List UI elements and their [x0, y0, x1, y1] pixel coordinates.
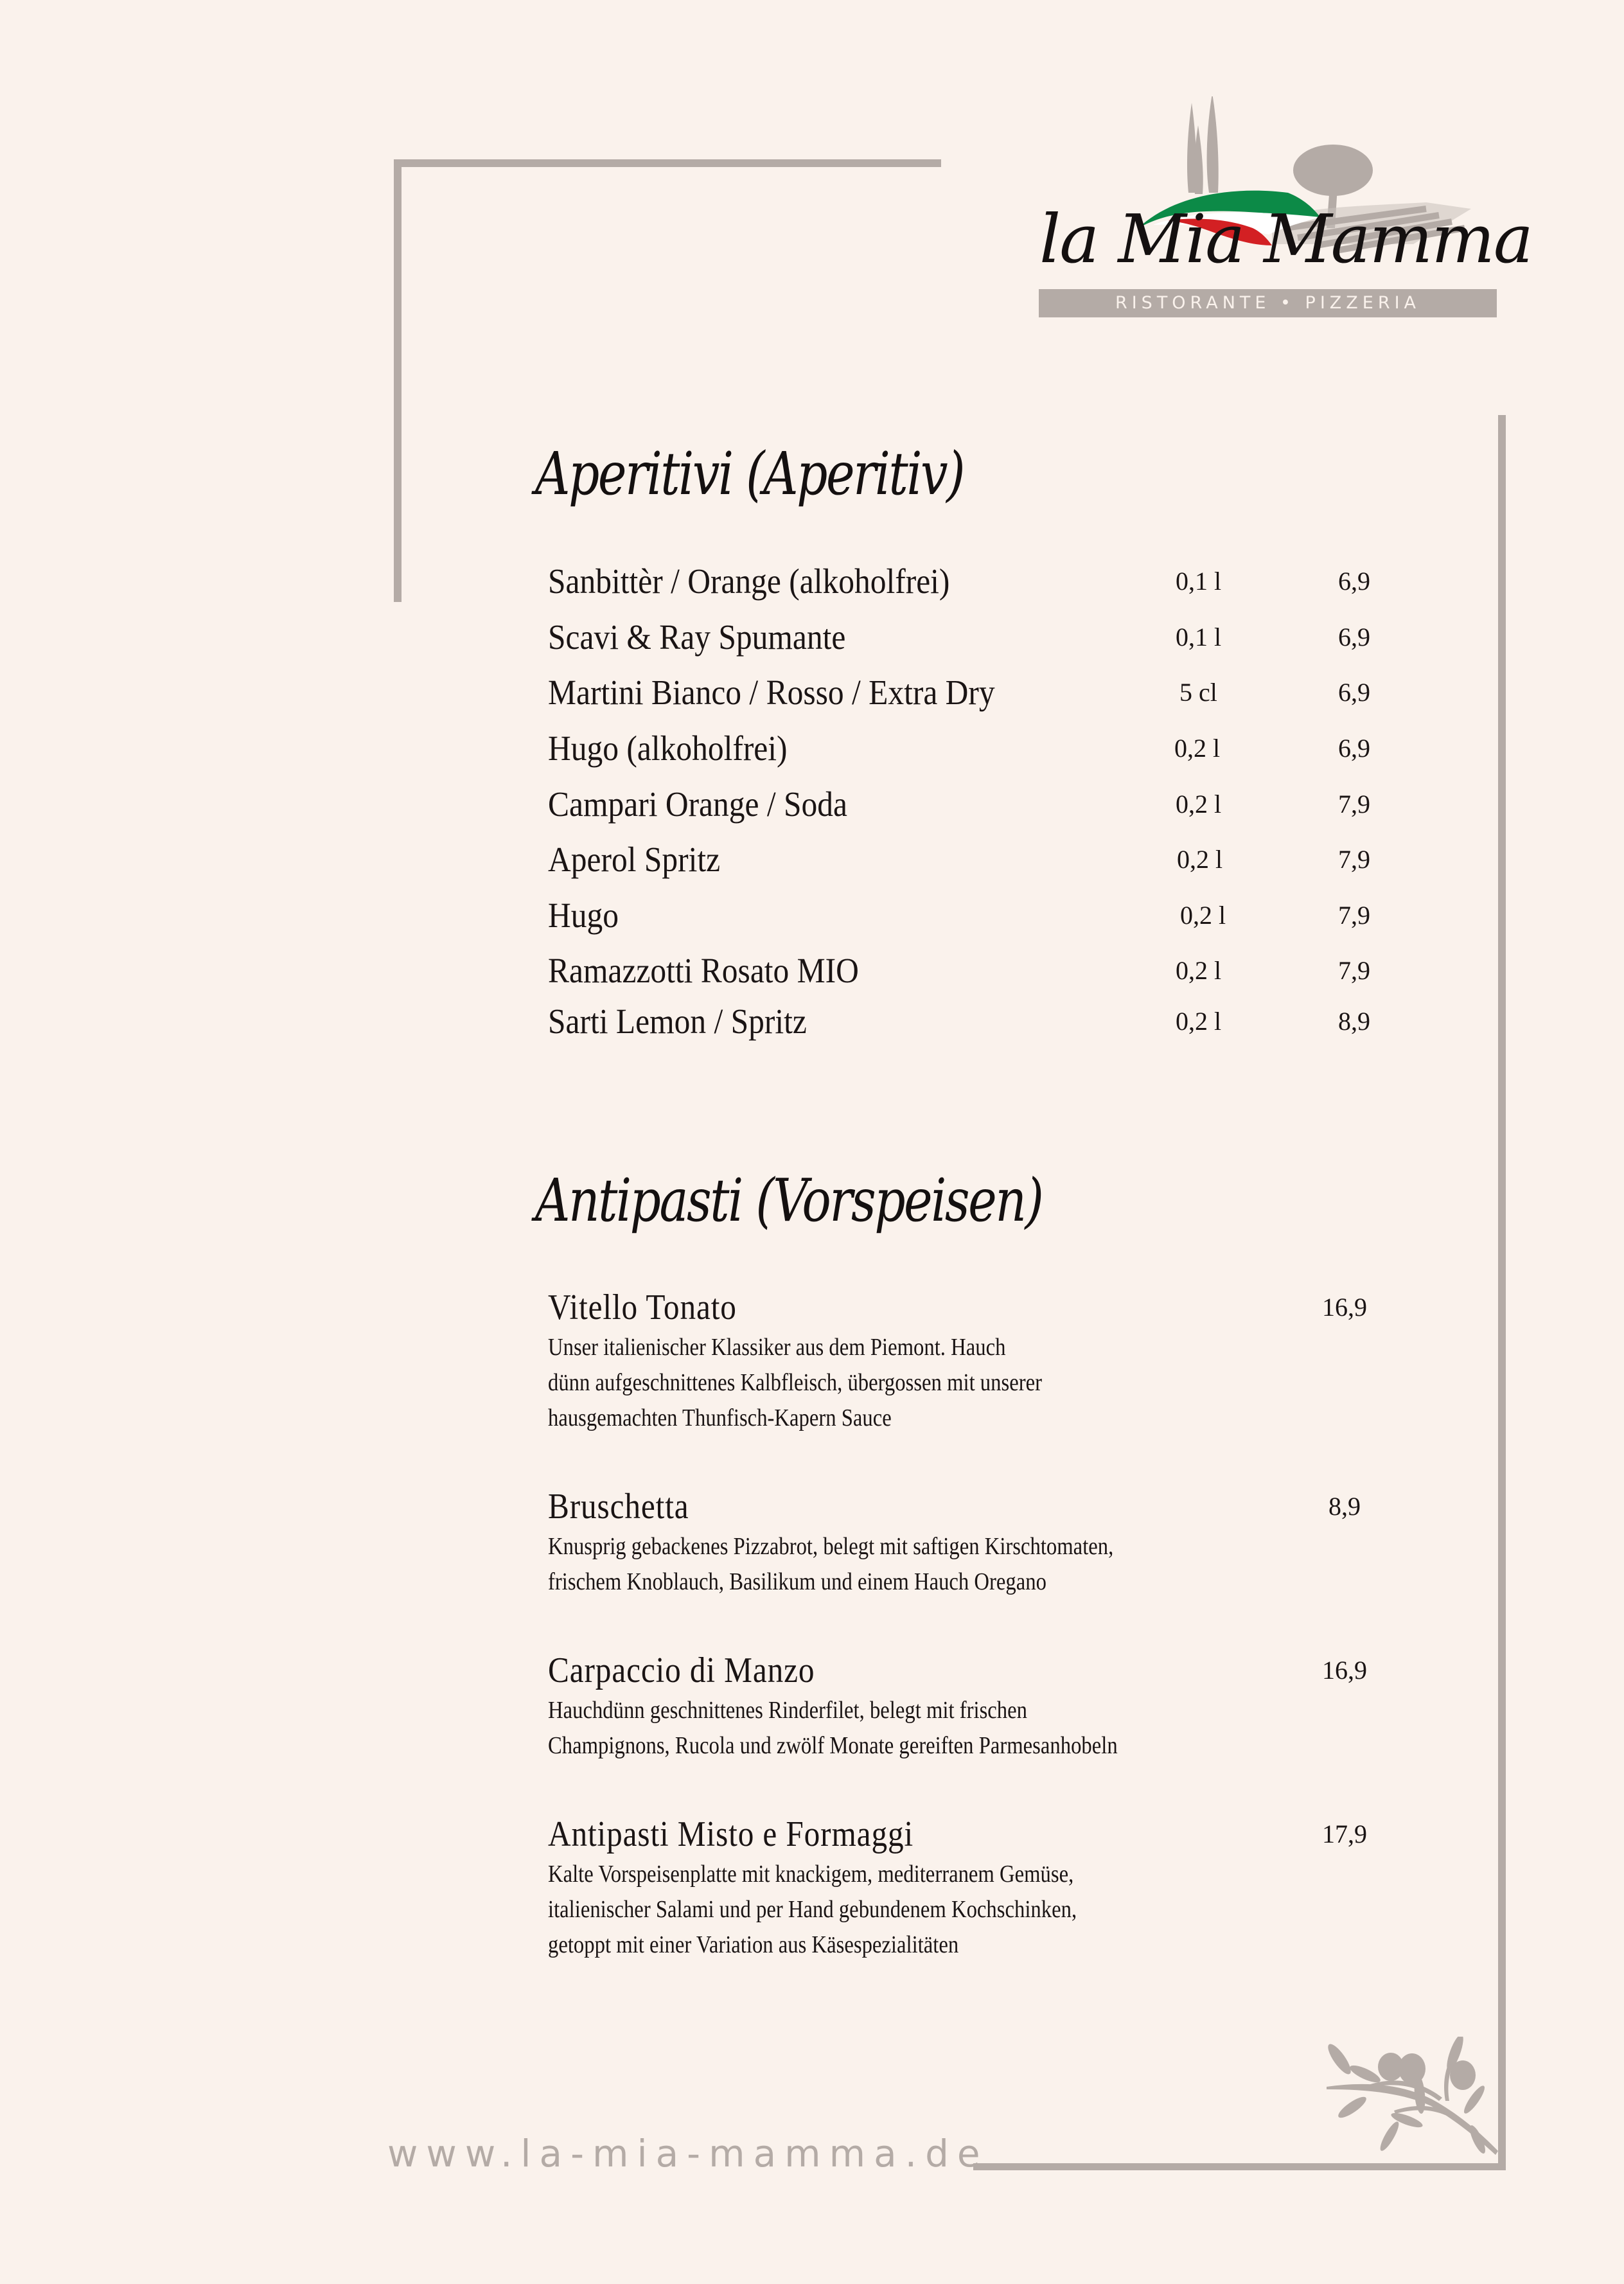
dish-description: Hauchdünn geschnittenes Rinderfilet, belegt mit frischen Champignons, Rucola und zwölf Monate gereiften Parmesanhobeln [548, 1697, 1118, 1759]
item-volume: 5 cl [1179, 678, 1217, 707]
menu-item-row [548, 615, 1370, 660]
restaurant-logo [1028, 96, 1532, 328]
dish-name: Carpaccio di Manzo [548, 1651, 815, 1690]
dish-item [548, 1484, 1367, 1600]
item-price: 6,9 [1338, 567, 1370, 596]
dish-name: Vitello Tonato [548, 1288, 737, 1327]
item-volume: 0,1 l [1176, 567, 1222, 596]
dish-item [548, 1812, 1367, 1963]
item-volume: 0,2 l [1176, 790, 1222, 819]
menu-item-row [548, 948, 1370, 993]
item-name: Sarti Lemon / Spritz [548, 1002, 807, 1041]
dish-item [548, 1285, 1367, 1436]
item-volume: 0,2 l [1176, 956, 1222, 985]
item-volume: 0,2 l [1174, 734, 1221, 763]
item-price: 8,9 [1338, 1007, 1370, 1036]
dish-price: 16,9 [1322, 1293, 1367, 1322]
olive-branch-icon [1323, 2037, 1503, 2165]
item-name: Campari Orange / Soda [548, 784, 848, 824]
menu-item-row [548, 670, 1370, 715]
antipasti-heading: Antipasti (Vorspeisen) [535, 1166, 1043, 1235]
item-price: 6,9 [1338, 734, 1370, 763]
menu-item-row [548, 893, 1370, 938]
item-volume: 0,2 l [1176, 1007, 1222, 1036]
aperitivi-heading: Aperitivi (Aperitiv) [535, 439, 964, 508]
menu-item-row [548, 726, 1370, 771]
item-name: Ramazzotti Rosato MIO [548, 951, 859, 990]
item-volume: 0,1 l [1176, 623, 1222, 651]
dish-name: Antipasti Misto e Formaggi [548, 1814, 914, 1854]
dish-description: Knusprig gebackenes Pizzabrot, belegt mit saftigen Kirschtomaten, frischem Knoblauch, Basilikum und einem Hauch Oregano [548, 1533, 1114, 1595]
item-name: Sanbittèr / Orange (alkoholfrei) [548, 562, 950, 601]
dish-price: 17,9 [1322, 1819, 1367, 1848]
dish-item [548, 1648, 1367, 1764]
dish-description: Unser italienischer Klassiker aus dem Piemont. Hauch dünn aufgeschnittenes Kalbfleisch, übergossen mit unserer hausgemachten Thunfisch-Kapern Sauce [548, 1334, 1042, 1431]
item-price: 7,9 [1338, 901, 1370, 930]
logo-wordmark: la Mia Mamma [1039, 200, 1532, 278]
logo-tagline: RISTORANTE • PIZZERIA [1039, 289, 1497, 317]
item-price: 7,9 [1338, 790, 1370, 819]
item-name: Aperol Spritz [548, 840, 721, 879]
dish-price: 8,9 [1328, 1492, 1361, 1521]
menu-item-row [548, 782, 1370, 827]
item-name: Martini Bianco / Rosso / Extra Dry [548, 673, 995, 712]
item-price: 6,9 [1338, 678, 1370, 707]
dish-description: Kalte Vorspeisenplatte mit knackigem, mediterranem Gemüse, italienischer Salami und per Hand gebundenem Kochschinken, getoppt mit einer Variation aus Käsespezialitäten [548, 1861, 1077, 1958]
frame-top-left-vertical [394, 159, 402, 602]
item-name: Hugo [548, 896, 619, 935]
website-url[interactable]: www.la-mia-mamma.de [387, 2132, 989, 2175]
dish-name: Bruschetta [548, 1487, 689, 1527]
menu-item-row [548, 837, 1370, 882]
item-price: 7,9 [1338, 845, 1370, 874]
dish-price: 16,9 [1322, 1656, 1367, 1685]
item-volume: 0,2 l [1180, 901, 1226, 930]
item-volume: 0,2 l [1177, 845, 1223, 874]
frame-bottom-right-vertical [1498, 415, 1506, 2170]
item-name: Scavi & Ray Spumante [548, 617, 846, 657]
menu-item-row [548, 559, 1370, 604]
frame-top-left-horizontal [394, 159, 941, 167]
item-price: 6,9 [1338, 623, 1370, 651]
item-price: 7,9 [1338, 956, 1370, 985]
item-name: Hugo (alkoholfrei) [548, 729, 788, 768]
menu-item-row [548, 999, 1370, 1044]
